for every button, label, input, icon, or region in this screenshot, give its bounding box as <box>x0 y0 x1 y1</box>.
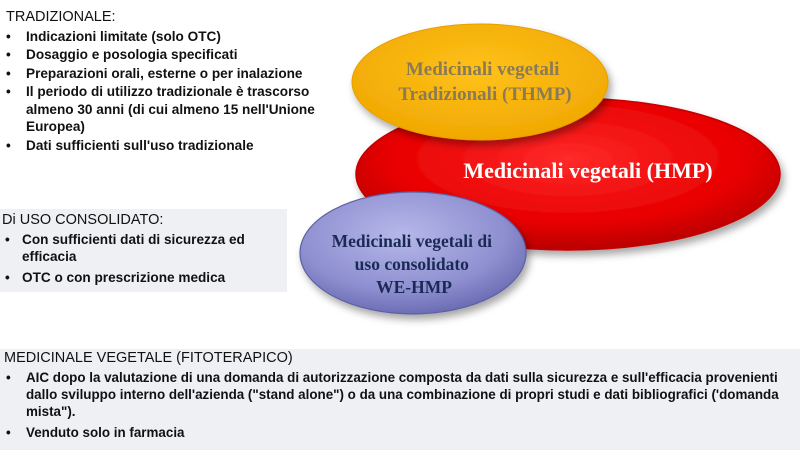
bullet-icon: • <box>6 424 11 440</box>
wehmp-label-line2: uso consolidato <box>354 254 469 274</box>
herbal-heading: MEDICINALE VEGETALE (FITOTERAPICO) <box>4 350 293 366</box>
list-item <box>6 28 340 45</box>
list-item-text: Il periodo di utilizzo tradizionale è trascorso almeno 30 anni (di cui almeno 15 nell'Unione Europea) <box>26 84 315 135</box>
consolidated-heading: Di USO CONSOLIDATO: <box>2 212 164 228</box>
bullet-icon: • <box>6 84 11 100</box>
list-item-text: Dati sufficienti sull'uso tradizionale <box>26 138 254 154</box>
traditional-heading: TRADIZIONALE: <box>6 9 116 25</box>
wehmp-label-line1: Medicinali vegetali di <box>331 231 493 251</box>
bullet-icon: • <box>6 138 11 154</box>
consolidated-panel <box>0 209 287 292</box>
list-item-text: Preparazioni orali, esterne o per inalazione <box>26 65 303 81</box>
traditional-panel <box>0 8 340 156</box>
wehmp-label-line3: WE-HMP <box>376 277 452 297</box>
list-item <box>6 137 340 154</box>
list-item <box>6 46 340 63</box>
bullet-icon: • <box>6 65 11 81</box>
bullet-icon: • <box>5 232 10 247</box>
list-item <box>4 424 800 441</box>
list-item-text: OTC o con prescrizione medica <box>22 269 226 285</box>
list-item <box>4 369 791 421</box>
herbal-list <box>4 369 800 441</box>
list-item <box>2 231 282 266</box>
hmp-label: Medicinali vegetali (HMP) <box>463 158 713 183</box>
list-item <box>6 65 340 82</box>
traditional-list <box>6 28 340 155</box>
herbal-medicine-panel <box>0 349 800 450</box>
bullet-icon: • <box>6 47 11 63</box>
thmp-label-line1: Medicinali vegetali <box>405 59 560 80</box>
list-item <box>6 83 344 135</box>
bullet-icon: • <box>6 29 11 44</box>
thmp-label-line2: Tradizionali (THMP) <box>398 84 572 105</box>
bullet-icon: • <box>5 269 10 285</box>
list-item-text: Indicazioni limitate (solo OTC) <box>26 29 221 44</box>
list-item-text: Dosaggio e posologia specificati <box>26 47 238 63</box>
bullet-icon: • <box>6 370 11 385</box>
list-item-text: Venduto solo in farmacia <box>26 424 185 440</box>
list-item <box>2 269 287 286</box>
list-item-text: Con sufficienti dati di sicurezza ed efficacia <box>22 232 245 265</box>
thmp-ellipse <box>352 24 608 140</box>
consolidated-list <box>2 231 287 286</box>
list-item-text: AIC dopo la valutazione di una domanda di autorizzazione composta da dati sulla sicurezza e sull'efficacia provenienti dallo sviluppo interno dell'azienda ("stand alone") o da una combinazione di propri studi e dati bibliografici ('domanda mista"). <box>26 370 779 420</box>
